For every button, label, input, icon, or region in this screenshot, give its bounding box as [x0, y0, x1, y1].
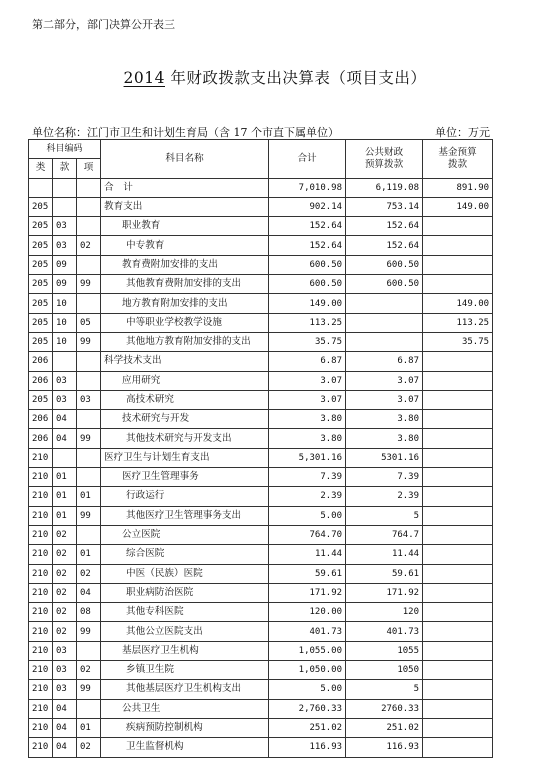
cell-total: 113.25	[269, 313, 346, 332]
cell-total: 3.07	[269, 390, 346, 409]
cell-public-budget: 2760.33	[346, 699, 423, 718]
cell-class-code: 205	[29, 332, 53, 351]
cell-class-code: 210	[29, 641, 53, 660]
cell-fund-budget: 149.00	[423, 197, 493, 216]
table-row	[29, 718, 493, 737]
title-text: 年财政拨款支出决算表（项目支出）	[165, 69, 427, 87]
cell-section-code: 04	[53, 699, 77, 718]
cell-subject-name: 公共卫生	[101, 699, 269, 718]
header-public-line1: 公共财政	[364, 146, 404, 158]
cell-class-code: 205	[29, 390, 53, 409]
table-row	[29, 255, 493, 274]
cell-subject-name: 医疗卫生与计划生育支出	[101, 448, 269, 467]
cell-item-code	[77, 178, 101, 197]
cell-class-code: 210	[29, 699, 53, 718]
cell-section-code: 03	[53, 371, 77, 390]
table-row	[29, 525, 493, 544]
cell-total: 401.73	[269, 622, 346, 641]
cell-section-code: 10	[53, 313, 77, 332]
cell-subject-name: 基层医疗卫生机构	[101, 641, 269, 660]
cell-section-code: 03	[53, 390, 77, 409]
table-row	[29, 275, 493, 294]
cell-subject-name: 高技术研究	[101, 390, 269, 409]
header-public-line2: 预算拨款	[364, 158, 404, 170]
cell-fund-budget: 35.75	[423, 332, 493, 351]
cell-class-code: 210	[29, 718, 53, 737]
cell-fund-budget	[423, 545, 493, 564]
cell-public-budget: 116.93	[346, 738, 423, 757]
table-row	[29, 371, 493, 390]
cell-class-code: 206	[29, 352, 53, 371]
cell-public-budget	[346, 294, 423, 313]
cell-subject-name: 应用研究	[101, 371, 269, 390]
cell-total: 600.50	[269, 275, 346, 294]
cell-item-code: 02	[77, 564, 101, 583]
cell-item-code: 01	[77, 487, 101, 506]
cell-item-code	[77, 255, 101, 274]
table-row	[29, 352, 493, 371]
cell-public-budget: 152.64	[346, 217, 423, 236]
cell-total: 1,050.00	[269, 661, 346, 680]
cell-total: 120.00	[269, 603, 346, 622]
cell-item-code	[77, 448, 101, 467]
cell-subject-name: 卫生监督机构	[101, 738, 269, 757]
cell-section-code: 02	[53, 545, 77, 564]
cell-subject-name: 其他技术研究与开发支出	[101, 429, 269, 448]
cell-section-code: 02	[53, 564, 77, 583]
table-row	[29, 680, 493, 699]
cell-item-code: 08	[77, 603, 101, 622]
cell-total: 7.39	[269, 468, 346, 487]
table-header	[29, 140, 493, 179]
table-row	[29, 641, 493, 660]
cell-section-code: 01	[53, 506, 77, 525]
cell-section-code: 02	[53, 603, 77, 622]
cell-fund-budget	[423, 468, 493, 487]
cell-subject-name: 合 计	[101, 178, 269, 197]
cell-total: 3.80	[269, 410, 346, 429]
cell-public-budget: 600.50	[346, 275, 423, 294]
table-row	[29, 699, 493, 718]
unit-info-row	[32, 124, 490, 140]
cell-public-budget: 6,119.08	[346, 178, 423, 197]
cell-public-budget: 5	[346, 680, 423, 699]
cell-subject-name: 教育支出	[101, 197, 269, 216]
cell-subject-name: 其他公立医院支出	[101, 622, 269, 641]
cell-total: 152.64	[269, 217, 346, 236]
cell-total: 11.44	[269, 545, 346, 564]
cell-public-budget: 11.44	[346, 545, 423, 564]
header-name: 科目名称	[101, 140, 269, 179]
table-row	[29, 236, 493, 255]
table-row	[29, 468, 493, 487]
table-row	[29, 564, 493, 583]
cell-subject-name: 职业病防治医院	[101, 583, 269, 602]
cell-class-code: 206	[29, 410, 53, 429]
cell-public-budget: 59.61	[346, 564, 423, 583]
cell-item-code	[77, 352, 101, 371]
cell-total: 2.39	[269, 487, 346, 506]
cell-class-code: 210	[29, 622, 53, 641]
table-row	[29, 332, 493, 351]
cell-section-code: 01	[53, 468, 77, 487]
cell-fund-budget	[423, 564, 493, 583]
table-row	[29, 448, 493, 467]
cell-item-code: 01	[77, 545, 101, 564]
header-total: 合计	[269, 140, 346, 179]
cell-section-code: 02	[53, 583, 77, 602]
cell-class-code: 206	[29, 429, 53, 448]
cell-total: 7,010.98	[269, 178, 346, 197]
cell-public-budget	[346, 332, 423, 351]
table-row	[29, 390, 493, 409]
table-row	[29, 545, 493, 564]
cell-item-code: 02	[77, 236, 101, 255]
cell-fund-budget	[423, 275, 493, 294]
cell-class-code: 205	[29, 197, 53, 216]
cell-total: 5,301.16	[269, 448, 346, 467]
cell-class-code: 205	[29, 217, 53, 236]
cell-public-budget: 3.80	[346, 429, 423, 448]
table-row	[29, 487, 493, 506]
cell-class-code: 205	[29, 313, 53, 332]
cell-total: 3.07	[269, 371, 346, 390]
cell-section-code: 01	[53, 487, 77, 506]
cell-class-code: 210	[29, 487, 53, 506]
section-note: 第二部分，部门决算公开表三	[32, 18, 175, 31]
cell-section-code: 03	[53, 217, 77, 236]
cell-total: 149.00	[269, 294, 346, 313]
cell-item-code: 04	[77, 583, 101, 602]
unit-name: 单位名称：江门市卫生和计划生育局（含 17 个市直下属单位）	[32, 126, 339, 139]
cell-section-code	[53, 178, 77, 197]
cell-class-code: 210	[29, 661, 53, 680]
cell-class-code: 210	[29, 564, 53, 583]
cell-subject-name: 科学技术支出	[101, 352, 269, 371]
cell-class-code: 210	[29, 545, 53, 564]
cell-subject-name: 中等职业学校教学设施	[101, 313, 269, 332]
cell-item-code	[77, 217, 101, 236]
header-fund-line1: 基金预算	[438, 146, 477, 158]
cell-section-code: 03	[53, 680, 77, 699]
cell-section-code	[53, 448, 77, 467]
table-row	[29, 313, 493, 332]
cell-fund-budget: 891.90	[423, 178, 493, 197]
cell-section-code: 04	[53, 410, 77, 429]
cell-section-code: 04	[53, 738, 77, 757]
table-row	[29, 294, 493, 313]
cell-class-code: 210	[29, 468, 53, 487]
cell-public-budget: 401.73	[346, 622, 423, 641]
table-row	[29, 197, 493, 216]
expenditure-table	[28, 139, 493, 758]
cell-public-budget: 5301.16	[346, 448, 423, 467]
table-row	[29, 603, 493, 622]
header-kuan: 款	[53, 159, 77, 178]
cell-section-code: 10	[53, 332, 77, 351]
cell-total: 59.61	[269, 564, 346, 583]
cell-class-code: 205	[29, 294, 53, 313]
cell-fund-budget	[423, 641, 493, 660]
cell-section-code: 09	[53, 255, 77, 274]
cell-item-code: 99	[77, 680, 101, 699]
cell-total: 3.80	[269, 429, 346, 448]
cell-class-code: 210	[29, 738, 53, 757]
cell-fund-budget	[423, 390, 493, 409]
cell-item-code	[77, 410, 101, 429]
cell-item-code	[77, 525, 101, 544]
header-fund-budget	[423, 140, 493, 179]
cell-item-code	[77, 197, 101, 216]
cell-section-code: 10	[53, 294, 77, 313]
cell-class-code: 210	[29, 525, 53, 544]
cell-total: 902.14	[269, 197, 346, 216]
cell-fund-budget	[423, 603, 493, 622]
table-row	[29, 661, 493, 680]
cell-class-code: 210	[29, 506, 53, 525]
cell-class-code	[29, 178, 53, 197]
table-row	[29, 429, 493, 448]
cell-public-budget: 5	[346, 506, 423, 525]
cell-section-code: 04	[53, 429, 77, 448]
cell-public-budget: 764.7	[346, 525, 423, 544]
cell-public-budget: 120	[346, 603, 423, 622]
cell-subject-name: 其他地方教育附加安排的支出	[101, 332, 269, 351]
page-title	[0, 66, 550, 88]
cell-subject-name: 其他教育费附加安排的支出	[101, 275, 269, 294]
cell-item-code: 99	[77, 275, 101, 294]
cell-subject-name: 中医（民族）医院	[101, 564, 269, 583]
cell-total: 600.50	[269, 255, 346, 274]
cell-fund-budget	[423, 525, 493, 544]
cell-fund-budget	[423, 236, 493, 255]
cell-fund-budget	[423, 255, 493, 274]
cell-total: 116.93	[269, 738, 346, 757]
cell-item-code: 01	[77, 718, 101, 737]
cell-fund-budget	[423, 738, 493, 757]
cell-public-budget: 7.39	[346, 468, 423, 487]
table-row	[29, 738, 493, 757]
cell-total: 171.92	[269, 583, 346, 602]
cell-fund-budget	[423, 371, 493, 390]
table-row	[29, 622, 493, 641]
cell-section-code: 09	[53, 275, 77, 294]
cell-public-budget: 1050	[346, 661, 423, 680]
table-row	[29, 410, 493, 429]
cell-item-code: 03	[77, 390, 101, 409]
cell-subject-name: 公立医院	[101, 525, 269, 544]
cell-subject-name: 职业教育	[101, 217, 269, 236]
cell-item-code: 02	[77, 738, 101, 757]
currency-unit: 单位：万元	[435, 126, 490, 139]
cell-public-budget: 3.80	[346, 410, 423, 429]
cell-public-budget: 2.39	[346, 487, 423, 506]
cell-fund-budget	[423, 680, 493, 699]
cell-item-code	[77, 641, 101, 660]
cell-public-budget: 600.50	[346, 255, 423, 274]
cell-public-budget: 3.07	[346, 371, 423, 390]
cell-fund-budget	[423, 487, 493, 506]
cell-public-budget	[346, 313, 423, 332]
cell-subject-name: 其他医疗卫生管理事务支出	[101, 506, 269, 525]
cell-class-code: 205	[29, 255, 53, 274]
cell-total: 2,760.33	[269, 699, 346, 718]
cell-public-budget: 251.02	[346, 718, 423, 737]
cell-public-budget: 3.07	[346, 390, 423, 409]
header-public-budget	[346, 140, 423, 179]
cell-subject-name: 医疗卫生管理事务	[101, 468, 269, 487]
header-fund-line2: 拨款	[447, 158, 468, 170]
cell-class-code: 210	[29, 603, 53, 622]
cell-item-code: 99	[77, 429, 101, 448]
cell-section-code: 03	[53, 641, 77, 660]
cell-subject-name: 其他专科医院	[101, 603, 269, 622]
cell-subject-name: 其他基层医疗卫生机构支出	[101, 680, 269, 699]
cell-public-budget: 1055	[346, 641, 423, 660]
cell-fund-budget	[423, 661, 493, 680]
cell-fund-budget	[423, 622, 493, 641]
cell-fund-budget	[423, 448, 493, 467]
cell-item-code	[77, 371, 101, 390]
cell-item-code: 99	[77, 622, 101, 641]
cell-public-budget: 171.92	[346, 583, 423, 602]
header-lei: 类	[29, 159, 53, 178]
cell-total: 1,055.00	[269, 641, 346, 660]
cell-class-code: 210	[29, 583, 53, 602]
cell-section-code	[53, 352, 77, 371]
header-code-group: 科目编码	[29, 140, 101, 159]
cell-public-budget: 753.14	[346, 197, 423, 216]
cell-item-code	[77, 699, 101, 718]
cell-item-code: 99	[77, 332, 101, 351]
cell-subject-name: 疾病预防控制机构	[101, 718, 269, 737]
cell-class-code: 210	[29, 680, 53, 699]
table-row	[29, 506, 493, 525]
cell-item-code	[77, 294, 101, 313]
cell-section-code: 02	[53, 622, 77, 641]
cell-subject-name: 乡镇卫生院	[101, 661, 269, 680]
cell-fund-budget	[423, 699, 493, 718]
title-year: 2014	[123, 69, 165, 87]
cell-item-code: 02	[77, 661, 101, 680]
table-row	[29, 178, 493, 197]
cell-section-code: 04	[53, 718, 77, 737]
cell-public-budget: 6.87	[346, 352, 423, 371]
cell-total: 251.02	[269, 718, 346, 737]
cell-total: 5.00	[269, 506, 346, 525]
cell-subject-name: 综合医院	[101, 545, 269, 564]
cell-class-code: 205	[29, 275, 53, 294]
header-xiang: 项	[77, 159, 101, 178]
cell-total: 152.64	[269, 236, 346, 255]
cell-fund-budget: 149.00	[423, 294, 493, 313]
cell-subject-name: 教育费附加安排的支出	[101, 255, 269, 274]
table-row	[29, 583, 493, 602]
cell-public-budget: 152.64	[346, 236, 423, 255]
cell-class-code: 206	[29, 371, 53, 390]
cell-subject-name: 地方教育附加安排的支出	[101, 294, 269, 313]
cell-class-code: 205	[29, 236, 53, 255]
cell-item-code: 99	[77, 506, 101, 525]
cell-total: 764.70	[269, 525, 346, 544]
cell-fund-budget	[423, 352, 493, 371]
cell-fund-budget	[423, 429, 493, 448]
cell-total: 35.75	[269, 332, 346, 351]
cell-fund-budget	[423, 583, 493, 602]
cell-section-code	[53, 197, 77, 216]
table-body	[29, 178, 493, 757]
cell-item-code: 05	[77, 313, 101, 332]
cell-item-code	[77, 468, 101, 487]
cell-subject-name: 行政运行	[101, 487, 269, 506]
cell-class-code: 210	[29, 448, 53, 467]
cell-section-code: 03	[53, 236, 77, 255]
table-row	[29, 217, 493, 236]
cell-total: 5.00	[269, 680, 346, 699]
cell-fund-budget	[423, 718, 493, 737]
cell-subject-name: 技术研究与开发	[101, 410, 269, 429]
cell-section-code: 03	[53, 661, 77, 680]
cell-fund-budget	[423, 410, 493, 429]
cell-total: 6.87	[269, 352, 346, 371]
cell-fund-budget: 113.25	[423, 313, 493, 332]
cell-section-code: 02	[53, 525, 77, 544]
cell-subject-name: 中专教育	[101, 236, 269, 255]
cell-fund-budget	[423, 506, 493, 525]
cell-fund-budget	[423, 217, 493, 236]
